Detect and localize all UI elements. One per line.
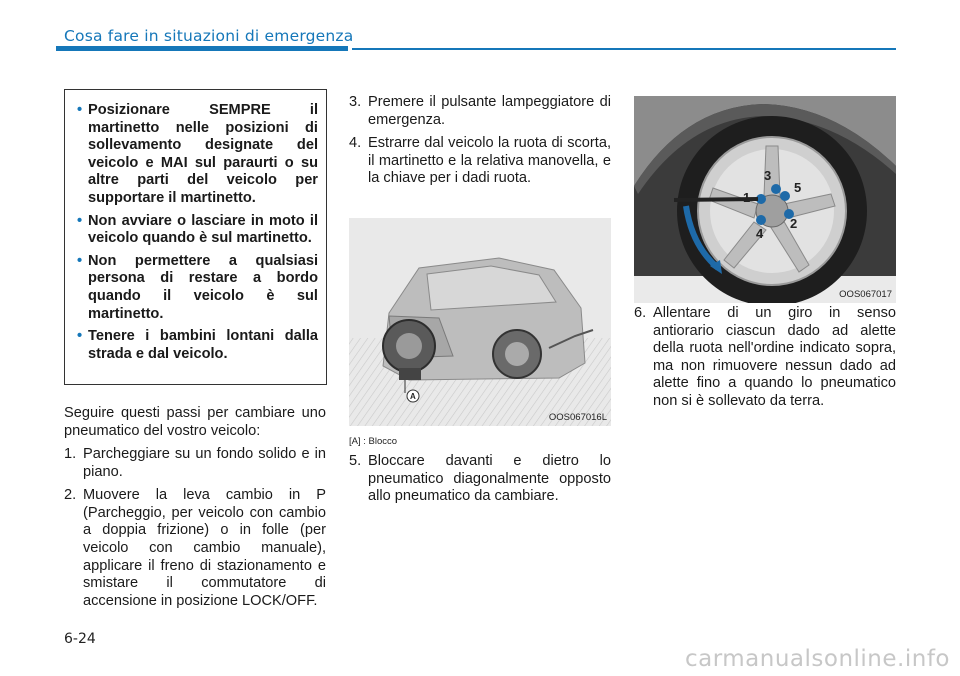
page-number: 6-24: [64, 631, 96, 647]
intro-paragraph: Seguire questi passi per cambiare uno pneumatico del vostro veicolo:: [64, 405, 326, 439]
step-item: 5. Bloccare davanti e dietro lo pneumatico diagonalmente opposto allo pneumatico da cambiare.: [349, 453, 611, 505]
header-rule-thin: [352, 48, 896, 50]
warning-item: • Tenere i bambini lontani dalla strada e dal veicolo.: [77, 328, 318, 362]
car-illustration-svg: [349, 218, 611, 426]
wheel-illustration-svg: [634, 96, 896, 303]
figure-code: OOS067016L: [548, 412, 607, 423]
bullet-icon: •: [77, 212, 83, 229]
nut-label-5: 5: [794, 180, 802, 195]
steps-column-2-top: [349, 94, 611, 194]
warning-item: • Posizionare SEMPRE il martinetto nelle posizioni di sollevamento designate del veicolo e MAI sul paraurti o su altre parti del veicolo per supportare il martinetto.: [77, 102, 318, 206]
figure-caption: [A] : Blocco: [349, 436, 398, 447]
nut-label-1: 1: [743, 190, 751, 205]
watermark: carmanualsonline.info: [684, 646, 950, 672]
callout-a: A: [410, 392, 416, 401]
car-on-jack-illustration: [349, 218, 611, 426]
wheel-nut-order-illustration: [634, 96, 896, 303]
steps-column-2-bottom: [349, 453, 611, 512]
steps-column-1: [64, 446, 326, 616]
bullet-icon: •: [77, 252, 83, 269]
section-title: Cosa fare in situazioni di emergenza: [64, 27, 354, 45]
figure-code: OOS067017: [839, 289, 892, 300]
step-item: 1. Parcheggiare su un fondo solido e in piano.: [64, 446, 326, 480]
header-rule-thick: [56, 46, 348, 51]
step-item: 3. Premere il pulsante lampeggiatore di emergenza.: [349, 94, 611, 128]
warning-item: • Non permettere a qualsiasi persona di restare a bordo quando il veicolo è sul martinetto.: [77, 252, 318, 322]
step-item: 4. Estrarre dal veicolo la ruota di scorta, il martinetto e la relativa manovella, e la chiave per i dadi ruota.: [349, 135, 611, 187]
nut-label-2: 2: [790, 216, 798, 231]
nut-label-3: 3: [764, 168, 772, 183]
step-item: 2. Muovere la leva cambio in P (Parcheggio, per veicolo con cambio a doppia frizione) o in folle (per veicolo con cambio manuale), applicare il freno di stazionamento e smistare il commutatore di accensione in posizione LOCK/OFF.: [64, 487, 326, 609]
warning-item: • Non avviare o lasciare in moto il veicolo quando è sul martinetto.: [77, 212, 318, 247]
step-item: 6. Allentare di un giro in senso antiorario ciascun dado ad alette della ruota nell'ordine indicato sopra, ma non rimuovere nessun dado ad alette fino a quando lo pneumatico non si è sollevato da terra.: [634, 305, 896, 409]
bullet-icon: •: [77, 102, 83, 118]
warning-box: [64, 89, 327, 385]
bullet-icon: •: [77, 328, 83, 345]
steps-column-3: [634, 305, 896, 417]
nut-label-4: 4: [756, 226, 764, 241]
